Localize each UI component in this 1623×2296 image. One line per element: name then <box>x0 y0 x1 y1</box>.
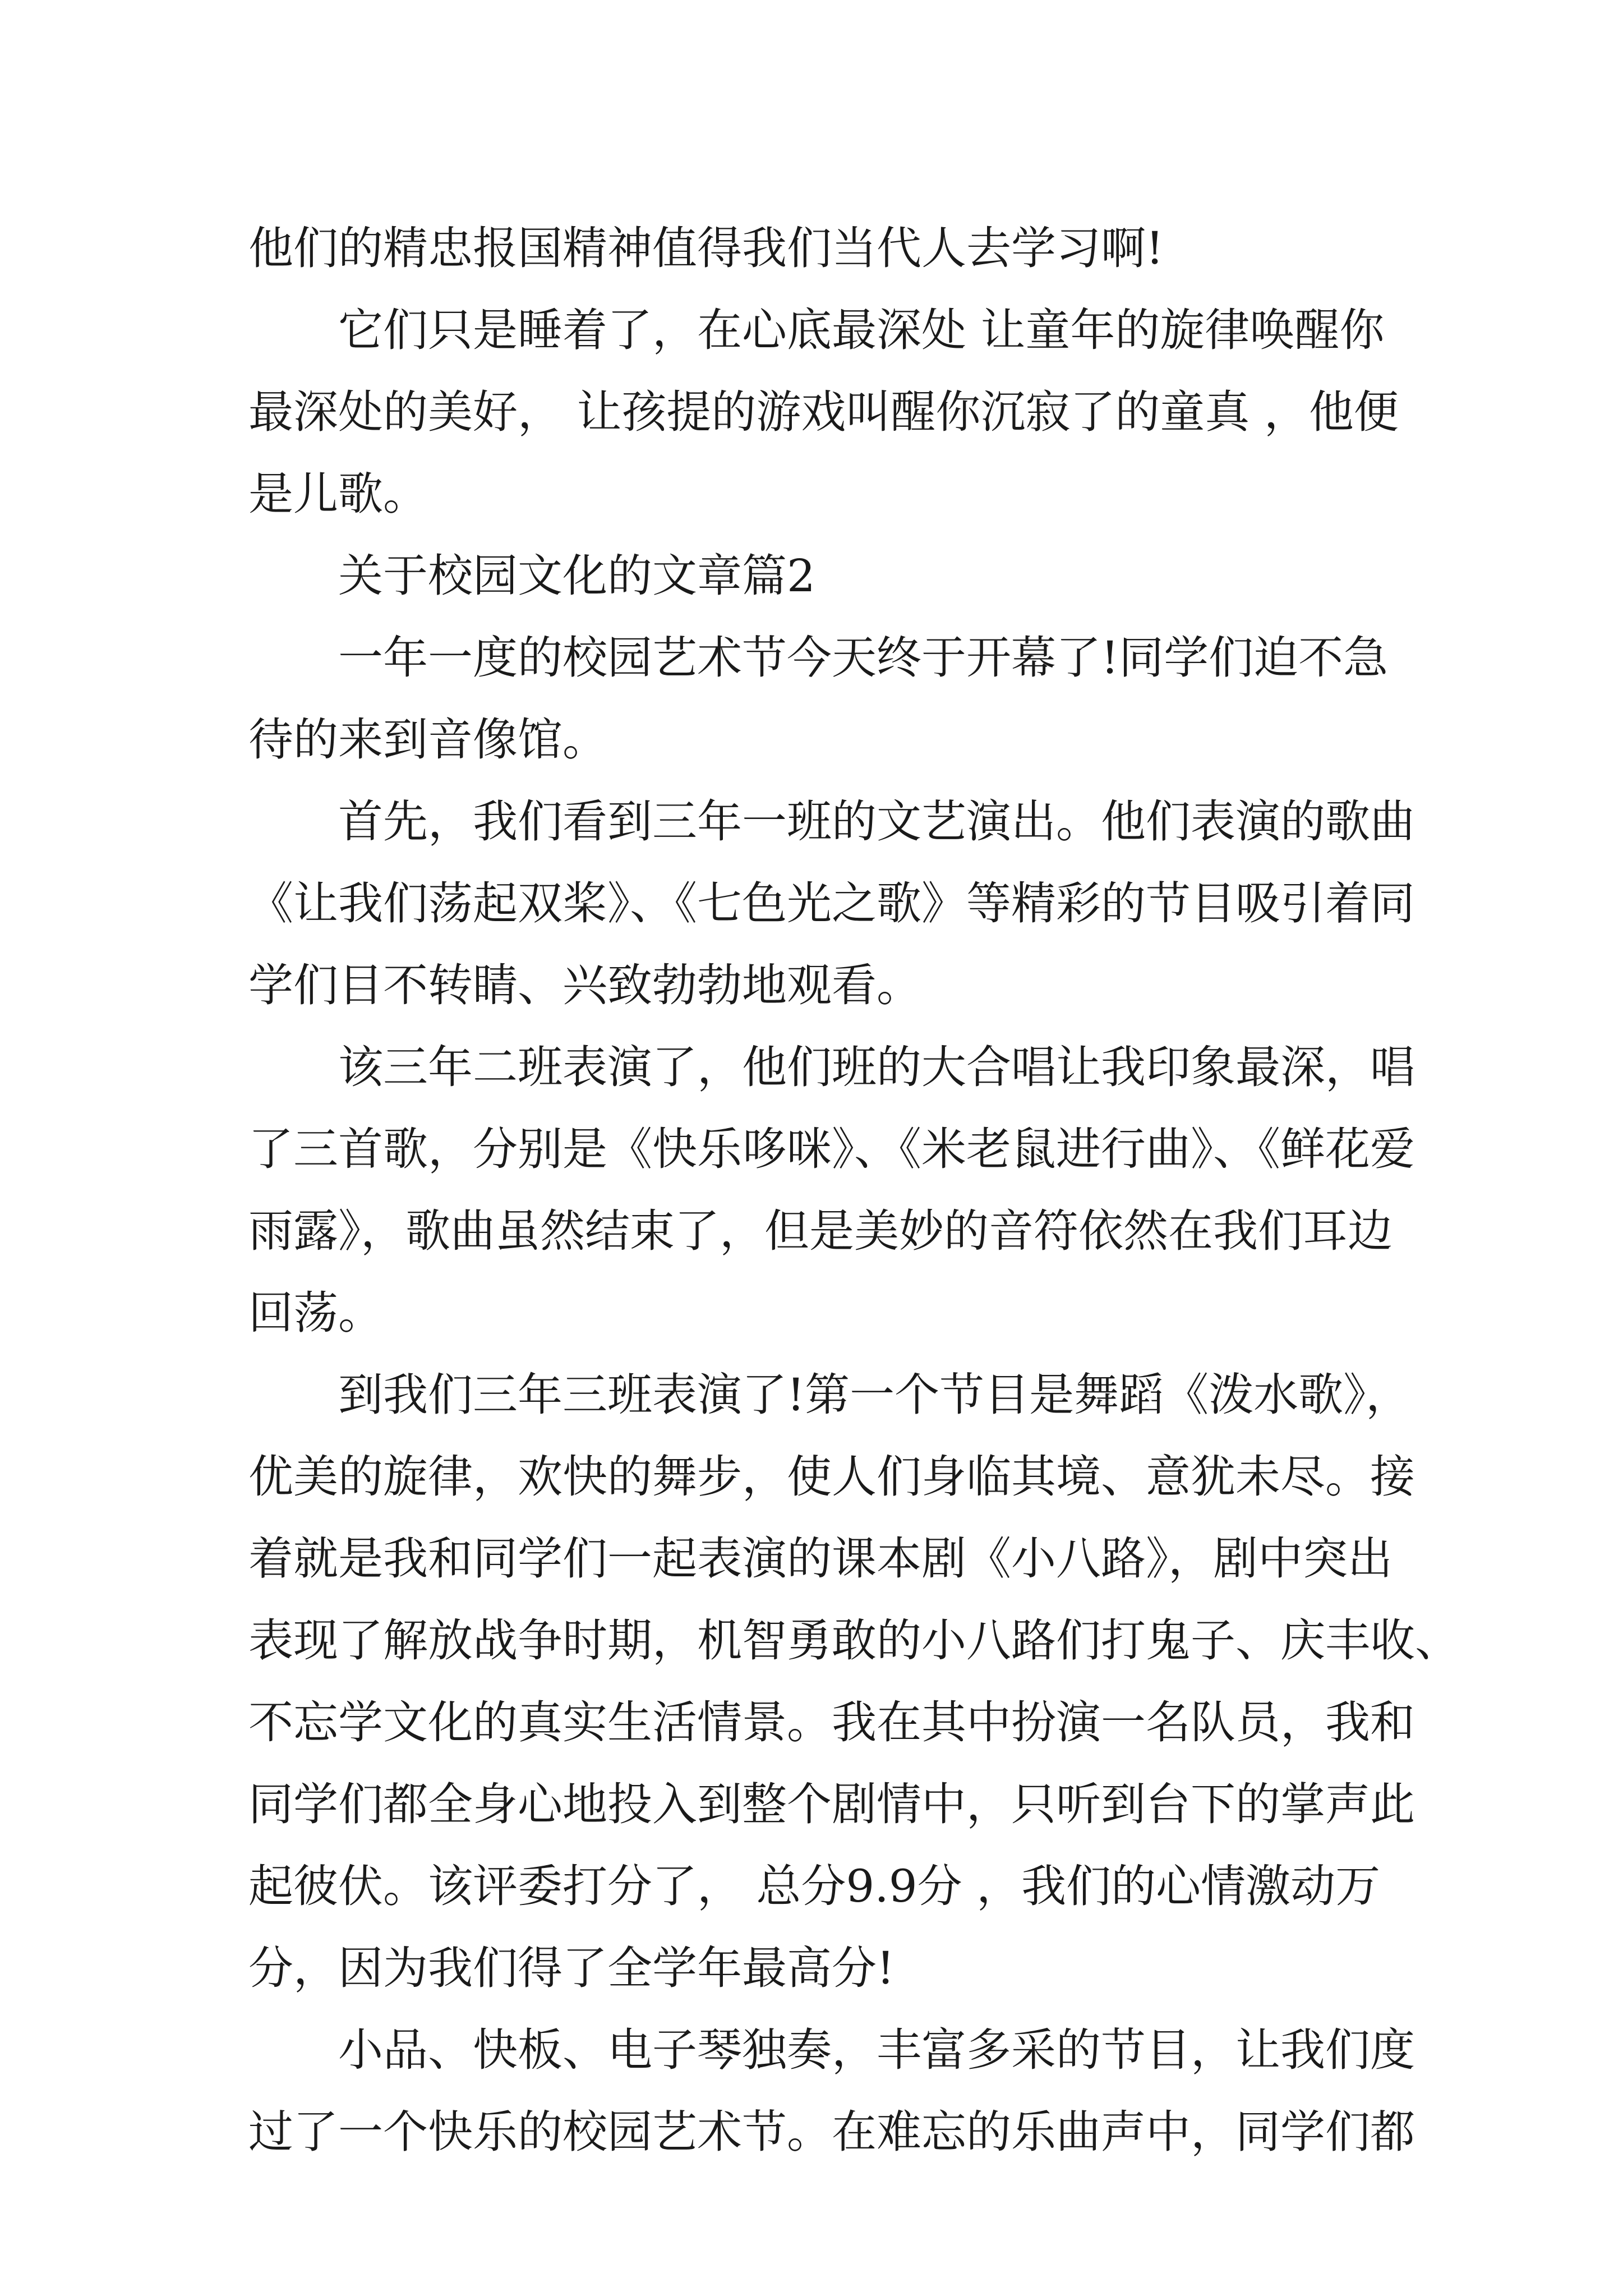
paragraph-start-line: 首先，我们看到三年一班的文艺演出。他们表演的歌曲 <box>338 795 1415 848</box>
section-heading: 关于校园文化的文章篇2 <box>338 550 815 602</box>
text-line: 待的来到音像馆。 <box>248 714 607 766</box>
paragraph-start-line: 小品、快板、电子琴独奏，丰富多采的节目，让我们度 <box>338 2024 1415 2076</box>
text-line: 雨露》，歌曲虽然结束了，但是美妙的音符依然在我们耳边 <box>248 1205 1393 1257</box>
text-line: 最深处的美好， 让孩提的游戏叫醒你沉寂了的童真 ，他便 <box>248 386 1399 438</box>
text-line: 《让我们荡起双桨》、《七色光之歌》等精彩的节目吸引着同 <box>248 877 1415 930</box>
text-line: 他们的精忠报国精神值得我们当代人去学习啊! <box>248 222 1164 274</box>
text-line: 学们目不转睛、兴致勃勃地观看。 <box>248 959 921 1011</box>
text-line: 回荡。 <box>248 1287 383 1339</box>
document-body <box>248 208 1460 2173</box>
text-line: 起彼伏。该评委打分了， 总分9.9分 ，我们的心情激动万 <box>248 1860 1381 1912</box>
paragraph-start-line: 一年一度的校园艺术节今天终于开幕了!同学们迫不急 <box>338 632 1389 684</box>
paragraph-start-line: 它们只是睡着了，在心底最深处 让童年的旋律唤醒你 <box>338 304 1385 356</box>
text-line: 过了一个快乐的校园艺术节。在难忘的乐曲声中，同学们都 <box>248 2106 1415 2158</box>
text-line: 是儿歌。 <box>248 468 428 520</box>
paragraph-start-line: 到我们三年三班表演了!第一个节目是舞蹈《泼水歌》， <box>338 1369 1411 1421</box>
text-line: 分，因为我们得了全学年最高分! <box>248 1942 895 1994</box>
text-line: 表现了解放战争时期，机智勇敢的小八路们打鬼子、庆丰收、 <box>248 1614 1460 1667</box>
text-line: 了三首歌，分别是《快乐哆咪》、《米老鼠进行曲》、《鲜花爱 <box>248 1123 1415 1175</box>
text-line: 优美的旋律，欢快的舞步，使人们身临其境、意犹未尽。接 <box>248 1451 1415 1503</box>
text-line: 不忘学文化的真实生活情景。我在其中扮演一名队员，我和 <box>248 1696 1415 1749</box>
text-line: 同学们都全身心地投入到整个剧情中，只听到台下的掌声此 <box>248 1778 1415 1830</box>
text-line: 着就是我和同学们一起表演的课本剧《小八路》，剧中突出 <box>248 1533 1393 1585</box>
paragraph-start-line: 该三年二班表演了，他们班的大合唱让我印象最深，唱 <box>338 1041 1415 1093</box>
